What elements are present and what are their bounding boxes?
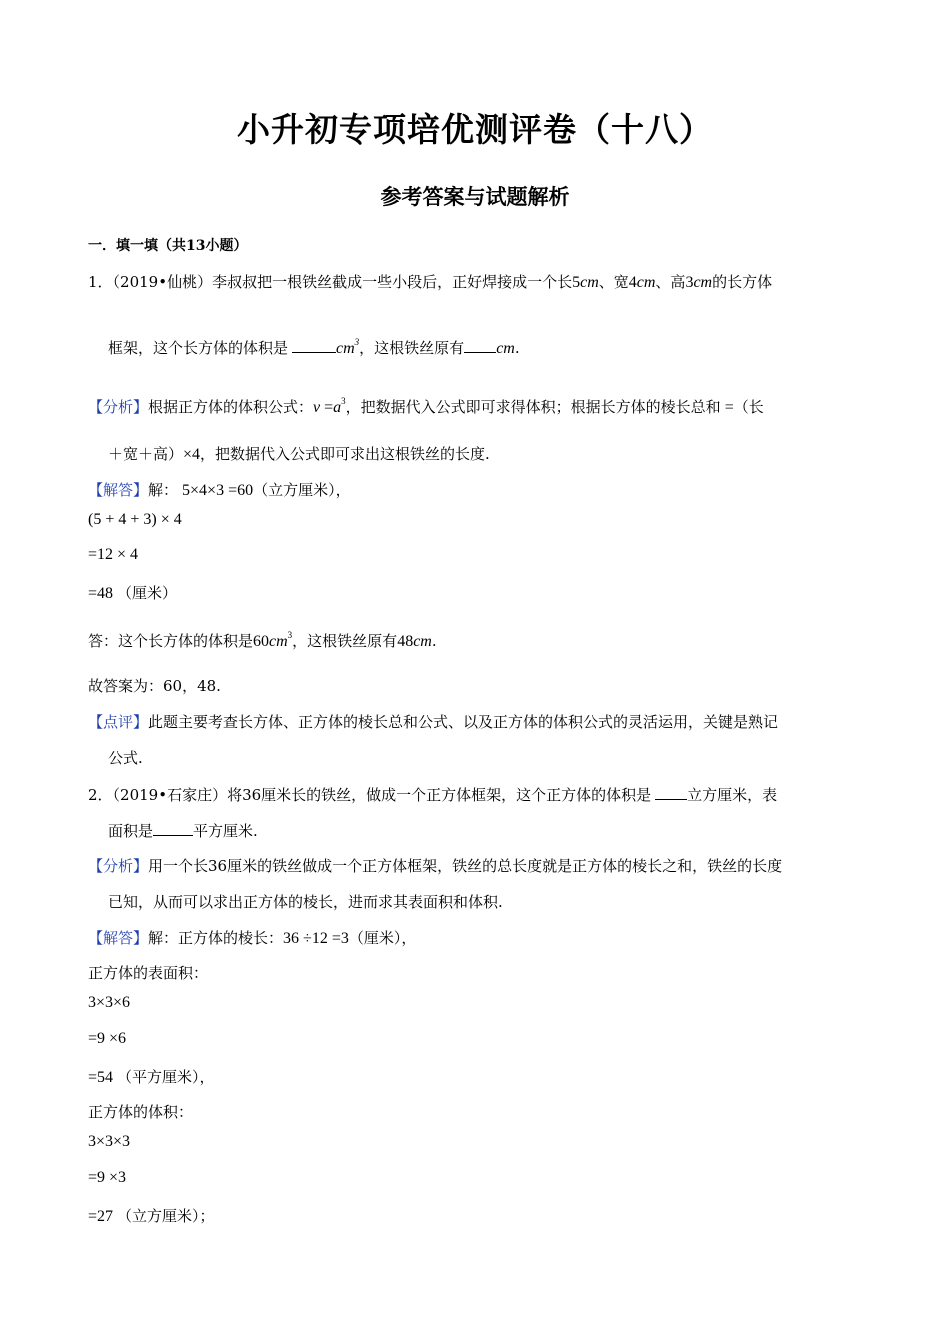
comment-tag: 【点评】: [88, 713, 149, 731]
q1-analysis: 【分析】根据正方体的体积公式：$v =a^3$，把数据代入公式即可求得体积；根据长方体的棱长总和 =（长: [88, 396, 764, 416]
volume-formula: $v =a^3$: [313, 396, 346, 416]
q2-analysis: 【分析】用一个长36厘米的铁丝做成一个正方体框架，铁丝的总长度就是正方体的棱长之和，铁丝的长度: [88, 857, 783, 875]
q2-edge-calc: 36 ÷12 =3: [283, 930, 349, 947]
analysis-tag: 【分析】: [88, 857, 149, 875]
q1-answer-volume: $60cm^3$: [253, 630, 293, 650]
q1-calc-line1: (5 + 4 + 3) × 4: [88, 511, 182, 528]
q1-height: 3cm: [685, 274, 713, 291]
q2-surface-blank[interactable]: [153, 820, 193, 836]
q2-volume-calc1: 3×3×3: [88, 1133, 131, 1150]
q1-calc-line3: =48 （厘米）: [88, 584, 178, 602]
q2-source: （2019•石家庄）: [112, 786, 228, 804]
q1-answer-length: 48cm: [397, 633, 432, 650]
q2-volume-calc3: =27 （立方厘米）；: [88, 1207, 215, 1225]
q2-line2: 面积是 平方厘米.: [108, 822, 258, 840]
q2-surface-calc3: =54 （平方厘米），: [88, 1068, 215, 1086]
q1-width: 4cm: [628, 274, 656, 291]
q1-answer: 答：这个长方体的体积是$60cm^3$，这根铁丝原有48cm.: [88, 630, 437, 650]
q2-analysis-line2: 已知，从而可以求出正方体的棱长，进而求其表面积和体积.: [108, 893, 503, 911]
solution-tag: 【解答】: [88, 929, 149, 947]
q1-number: 1．: [88, 273, 113, 291]
q2-surface-calc1: 3×3×6: [88, 994, 131, 1011]
q1-comment-line2: 公式.: [108, 749, 143, 767]
q1-solution: 【解答】解： 5×4×3 =60（立方厘米），: [88, 481, 351, 499]
q2-volume-calc2: =9 ×3: [88, 1169, 127, 1186]
q1-calc-line2: =12 × 4: [88, 546, 139, 563]
q1-volume-blank[interactable]: [292, 337, 336, 353]
analysis-tag: 【分析】: [88, 398, 149, 416]
q1-line1: 1．（2019•仙桃）李叔叔把一根铁丝截成一些小段后，正好焊接成一个长5cm、宽4cm、高3cm的长方体: [88, 273, 773, 291]
q1-analysis-line2: ＋宽＋高）×4，把数据代入公式即可求出这根铁丝的长度.: [108, 445, 490, 463]
q2-surface-label: 正方体的表面积：: [88, 964, 209, 982]
q1-line2: 框架，这个长方体的体积是 $cm^3$，这根铁丝原有 cm.: [108, 337, 520, 357]
q1-length-blank[interactable]: [464, 337, 496, 353]
q1-volume-unit: $cm^3$: [336, 337, 360, 357]
q2-line1: 2．（2019•石家庄）将36厘米长的铁丝，做成一个正方体框架，这个正方体的体积是 立方厘米，表: [88, 786, 778, 804]
q2-volume-label: 正方体的体积：: [88, 1103, 194, 1121]
page-title: 小升初专项培优测评卷（十八）: [237, 110, 713, 149]
q2-number: 2．: [88, 786, 113, 804]
q2-volume-blank[interactable]: [655, 784, 687, 800]
section-heading: 一．填一填（共13小题）: [88, 238, 248, 254]
q1-volume-calc: 5×4×3 =60: [182, 482, 254, 499]
q2-solution: 【解答】解：正方体的棱长：36 ÷12 =3（厘米），: [88, 929, 417, 947]
q1-source: （2019•仙桃）: [112, 273, 213, 291]
solution-tag: 【解答】: [88, 481, 149, 499]
q1-length-unit: cm: [496, 340, 515, 357]
page-subtitle: 参考答案与试题解析: [380, 185, 570, 209]
q2-surface-calc2: =9 ×6: [88, 1030, 127, 1047]
q1-comment: 【点评】此题主要考查长方体、正方体的棱长总和公式、以及正方体的体积公式的灵活运用，关键是熟记: [88, 713, 779, 731]
q1-final-answer: 故答案为：60，48.: [88, 677, 221, 695]
q1-length: 5cm: [572, 274, 599, 291]
